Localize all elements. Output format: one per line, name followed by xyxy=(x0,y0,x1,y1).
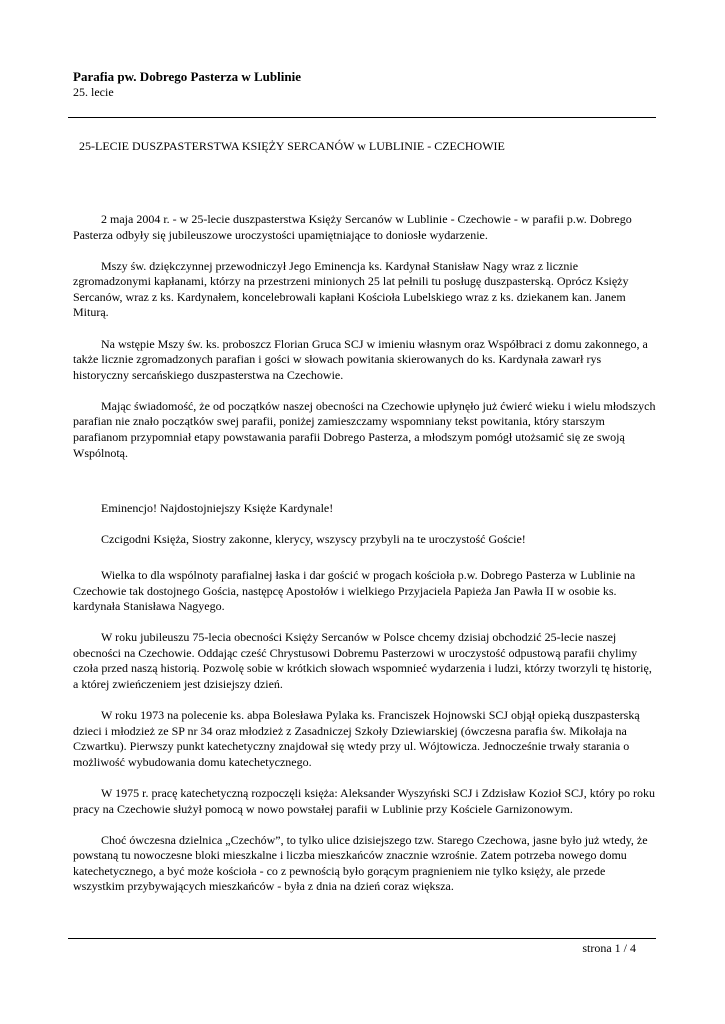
page-number: strona 1 / 4 xyxy=(582,941,636,955)
paragraph: Na wstępie Mszy św. ks. proboszcz Florian Gruca SCJ w imieniu własnym oraz Współbraci z domu zakonnego, a także licznie zgromadzonych parafian i gości w słowach powitania skierowanych do ks. Kardynała zawarł rys historyczny sercańskiego duszpasterstwa na Czechowie. xyxy=(73,336,648,382)
paragraph: Mszy św. dziękczynnej przewodniczył Jego Eminencja ks. Kardynał Stanisław Nagy wraz z licznie zgromadzonymi kapłanami, którzy na przestrzeni minionych 25 lat pełnili tu posługę duszpasterską. Oprócz Księży Sercanów, wraz z ks. Kardynałem, koncelebrowali kapłani Kościoła Lubelskiego wraz z ks. dziekanem kan. Janem Miturą. xyxy=(73,258,629,320)
section-subtitle: 25. lecie xyxy=(73,85,114,99)
paragraph: 2 maja 2004 r. - w 25-lecie duszpasterstwa Księży Sercanów w Lublinie - Czechowie - w parafii p.w. Dobrego Pasterza odbyły się jubileuszowe uroczystości upamiętniające to doniosłe wydarzenie. xyxy=(73,212,632,242)
paragraph: W 1975 r. pracę katechetyczną rozpoczęli księża: Aleksander Wyszyński SCJ i Zdzisław Kozioł SCJ, który po roku pracy na Czechowie służył pomocą w nowo powstałej parafii w Lublinie przy Kościele Garnizonowym. xyxy=(73,785,656,816)
footer-divider xyxy=(68,938,656,939)
salutation: Czcigodni Księża, Siostry zakonne, klerycy, wszyscy przybyli na te uroczystość Goście! xyxy=(101,532,526,547)
paragraph: Wielka to dla wspólnoty parafialnej łaska i dar gościć w progach kościoła p.w. Dobrego Pasterza w Lublinie na Czechowie tak dostojnego Gościa, następcę Apostołów i wielkiego Przyjaciela Papieża Jan Pawła II w osobie ks. kardynała Stanisława Nagyego. xyxy=(73,567,636,614)
salutation: Eminencjo! Najdostojniejszy Księże Kardynale! xyxy=(101,501,334,516)
header-divider xyxy=(68,117,656,118)
parish-name: Parafia pw. Dobrego Pasterza w Lublinie xyxy=(73,69,301,84)
paragraph: W roku 1973 na polecenie ks. abpa Bolesława Pylaka ks. Franciszek Hojnowski SCJ objął opieką duszpasterską dzieci i młodzież ze SP nr 34 oraz młodzież z Zasadniczej Szkoły Dziewiarskiej (ówczesna parafia św. Mikołaja na Czwartku). Pierwszy punkt katechetyczny znajdował się wtedy przy ul. Wójtowicza. Jednocześnie trwały starania o możliwość wybudowania domu katechetycznego. xyxy=(73,708,640,769)
paragraph: W roku jubileuszu 75-lecia obecności Księży Sercanów w Polsce chcemy dzisiaj obchodzić 25-lecie naszej obecności na Czechowie. Oddając cześć Chrystusowi Dobremu Pasterzowi w uroczystość odpustową parafii chylimy czoła przed naszą historią. Pozwolę sobie w krótkich słowach wspomnieć wydarzenia i ludzi, którzy tworzyli tę historię, a której zwieńczeniem jest dzisiejszy dzień. xyxy=(73,630,652,691)
paragraph: Mając świadomość, że od początków naszej obecności na Czechowie upłynęło już ćwierć wieku i wielu młodszych parafian nie znało początków swej parafii, poniżej zamieszczamy wspomniany tekst powitania, który starszym parafianom przypomniał etapy powstawania parafii Dobrego Pasterza, a młodszym pomógł utożsamić się ze swoją Wspólnotą. xyxy=(73,398,656,460)
paragraph: Choć ówczesna dzielnica „Czechów”, to tylko ulice dzisiejszego tzw. Starego Czechowa, jasne było już wtedy, że powstaną tu nowoczesne bloki mieszkalne i liczba mieszkańców znacznie wzrośnie. Zatem potrzeba nowego domu katechetycznego, a być może kościoła - co z pewnością było gorącym pragnieniem nie tylko księży, ale przede wszystkim przybywających mieszkańców - była z dnia na dzień coraz większa. xyxy=(73,832,648,894)
page-header xyxy=(73,69,653,100)
article-body xyxy=(73,212,657,911)
article-heading: 25-LECIE DUSZPASTERSTWA KSIĘŻY SERCANÓW w LUBLINIE - CZECHOWIE xyxy=(79,139,505,153)
